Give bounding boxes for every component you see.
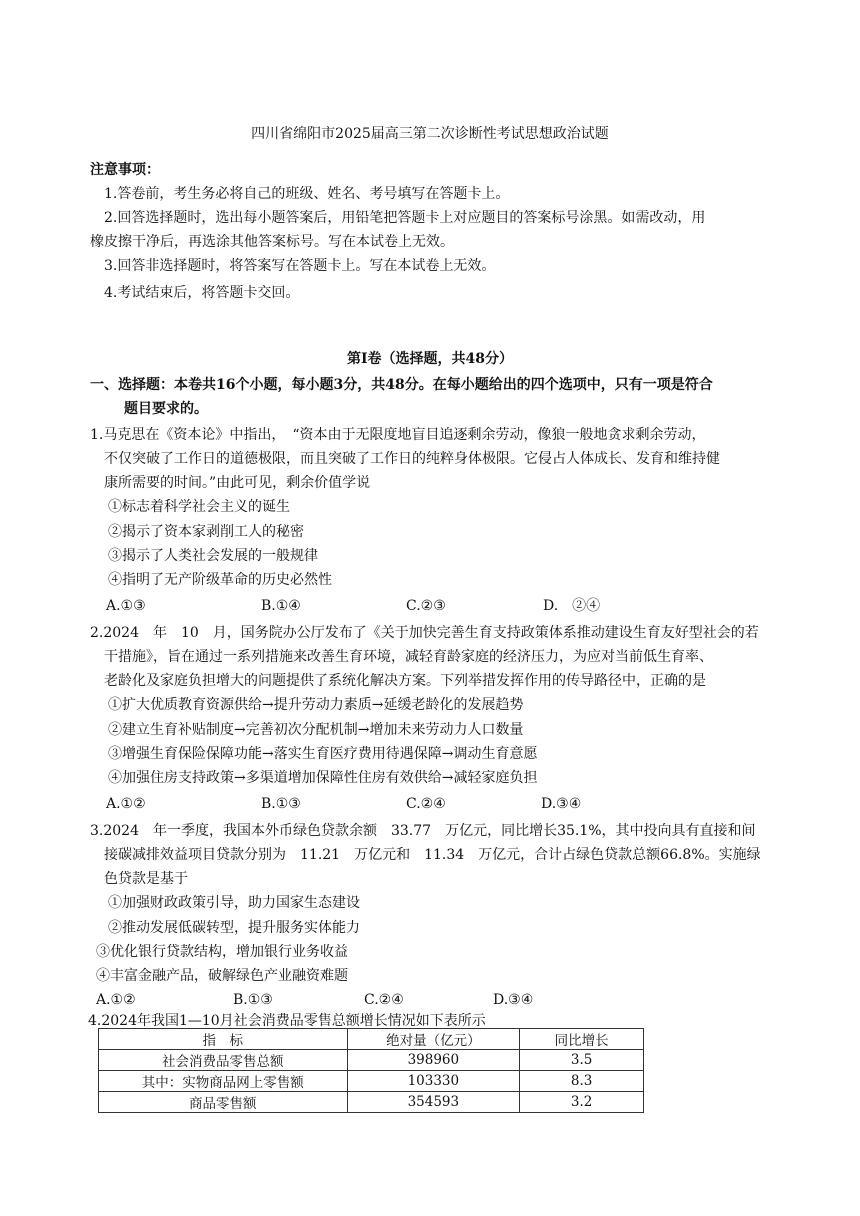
question-1-stem: 康所需要的时间。”由此可见，剩余价值学说 [104, 475, 371, 491]
question-3-stem: 接碳减排效益项目贷款分别为 11.21 万亿元和 11.34 万亿元，合计占绿色贷款总额66.8%。实施绿 [104, 847, 761, 863]
notice-heading: 注意事项： [90, 162, 160, 178]
table-row [99, 1050, 644, 1071]
section-title: 第Ⅰ卷（选择题，共48分） [346, 351, 514, 367]
question-3-item: ④丰富金融产品，破解绿色产业融资难题 [96, 968, 348, 984]
column-header: 同比增长 [520, 1029, 644, 1050]
question-1-option-d: D. ②④ [543, 598, 601, 614]
question-2-item: ④加强住房支持政策→多渠道增加保障性住房有效供给→减轻家庭负担 [108, 770, 538, 786]
table-cell: 103330 [347, 1071, 520, 1092]
table-row [99, 1092, 644, 1113]
document-title: 四川省绵阳市2025届高三第二次诊断性考试思想政治试题 [251, 126, 609, 142]
section-instruction: 一、选择题：本卷共16个小题，每小题3分，共48分。在每小题给出的四个选项中，只有一项是符合 [90, 377, 713, 393]
question-4-stem: 4.2024年我国1—10月社会消费品零售总额增长情况如下表所示 [88, 1013, 486, 1029]
table-header-row [99, 1029, 644, 1050]
table-cell: 商品零售额 [99, 1092, 348, 1113]
table-cell: 398960 [347, 1050, 520, 1071]
question-1-option-b: B.①④ [261, 598, 301, 614]
table-cell: 354593 [347, 1092, 520, 1113]
table-cell: 3.2 [520, 1092, 644, 1113]
notice-item: 2.回答选择题时，选出每小题答案后，用铅笔把答题卡上对应题目的答案标号涂黑。如需改动，用 [104, 210, 706, 226]
question-2-option-d: D.③④ [541, 796, 582, 812]
question-2-option-b: B.①③ [261, 796, 301, 812]
question-1-item: ②揭示了资本家剥削工人的秘密 [108, 524, 304, 540]
question-2-option-a: A.①② [106, 796, 146, 812]
question-3-option-d: D.③④ [493, 992, 534, 1008]
notice-item: 4.考试结束后，将答题卡交回。 [104, 285, 300, 301]
question-1-option-c: C.②③ [406, 598, 446, 614]
column-header: 绝对量（亿元） [347, 1029, 520, 1050]
question-1-item: ④指明了无产阶级革命的历史必然性 [108, 572, 332, 588]
table-row [99, 1071, 644, 1092]
question-1-stem: 不仅突破了工作日的道德极限，而且突破了工作日的纯粹身体极限。它侵占人体成长、发育和维持健 [104, 451, 720, 467]
retail-sales-table [98, 1028, 644, 1113]
section-instruction: 题目要求的。 [124, 401, 208, 417]
question-3-option-c: C.②④ [364, 992, 404, 1008]
question-2-item: ②建立生育补贴制度→完善初次分配机制→增加未来劳动力人口数量 [108, 722, 524, 738]
question-2-stem: 老龄化及家庭负担增大的问题提供了系统化解决方案。下列举措发挥作用的传导路径中，正确的是 [104, 673, 706, 689]
question-3-option-a: A.①② [96, 992, 136, 1008]
table-cell: 8.3 [520, 1071, 644, 1092]
question-3-option-b: B.①③ [233, 992, 273, 1008]
question-1-item: ①标志着科学社会主义的诞生 [108, 499, 290, 515]
table-cell: 社会消费品零售总额 [99, 1050, 348, 1071]
question-2-item: ①扩大优质教育资源供给→提升劳动力素质→延缓老龄化的发展趋势 [108, 697, 524, 713]
notice-item: 橡皮擦干净后，再选涂其他答案标号。写在本试卷上无效。 [90, 234, 454, 250]
table-cell: 3.5 [520, 1050, 644, 1071]
column-header: 指 标 [99, 1029, 348, 1050]
question-2-option-c: C.②④ [406, 796, 446, 812]
question-3-item: ③优化银行贷款结构，增加银行业务收益 [96, 944, 348, 960]
question-1-stem: 1.马克思在《资本论》中指出， “资本由于无限度地盲目追逐剩余劳动，像狼一般地贪求剩余劳动， [90, 427, 706, 443]
table-cell: 其中：实物商品网上零售额 [99, 1071, 348, 1092]
question-1-item: ③揭示了人类社会发展的一般规律 [108, 548, 318, 564]
notice-item: 3.回答非选择题时，将答案写在答题卡上。写在本试卷上无效。 [104, 258, 496, 274]
question-3-item: ①加强财政政策引导，助力国家生态建设 [108, 895, 360, 911]
question-2-item: ③增强生育保险保障功能→落实生育医疗费用待遇保障→调动生育意愿 [108, 746, 538, 762]
question-1-option-a: A.①③ [106, 598, 146, 614]
question-3-stem: 色贷款是基于 [104, 871, 188, 887]
question-3-item: ②推动发展低碳转型，提升服务实体能力 [108, 920, 360, 936]
question-3-stem: 3.2024 年一季度，我国本外币绿色贷款余额 33.77 万亿元，同比增长35.1%，其中投向具有直接和间 [90, 823, 756, 839]
question-2-stem: 2.2024 年 10 月，国务院办公厅发布了《关于加快完善生育支持政策体系推动建设生育友好型社会的若 [90, 625, 759, 641]
notice-item: 1.答卷前，考生务必将自己的班级、姓名、考号填写在答题卡上。 [104, 186, 510, 202]
question-2-stem: 干措施》，旨在通过一系列措施来改善生育环境，减轻育龄家庭的经济压力，为应对当前低生育率、 [104, 649, 713, 665]
